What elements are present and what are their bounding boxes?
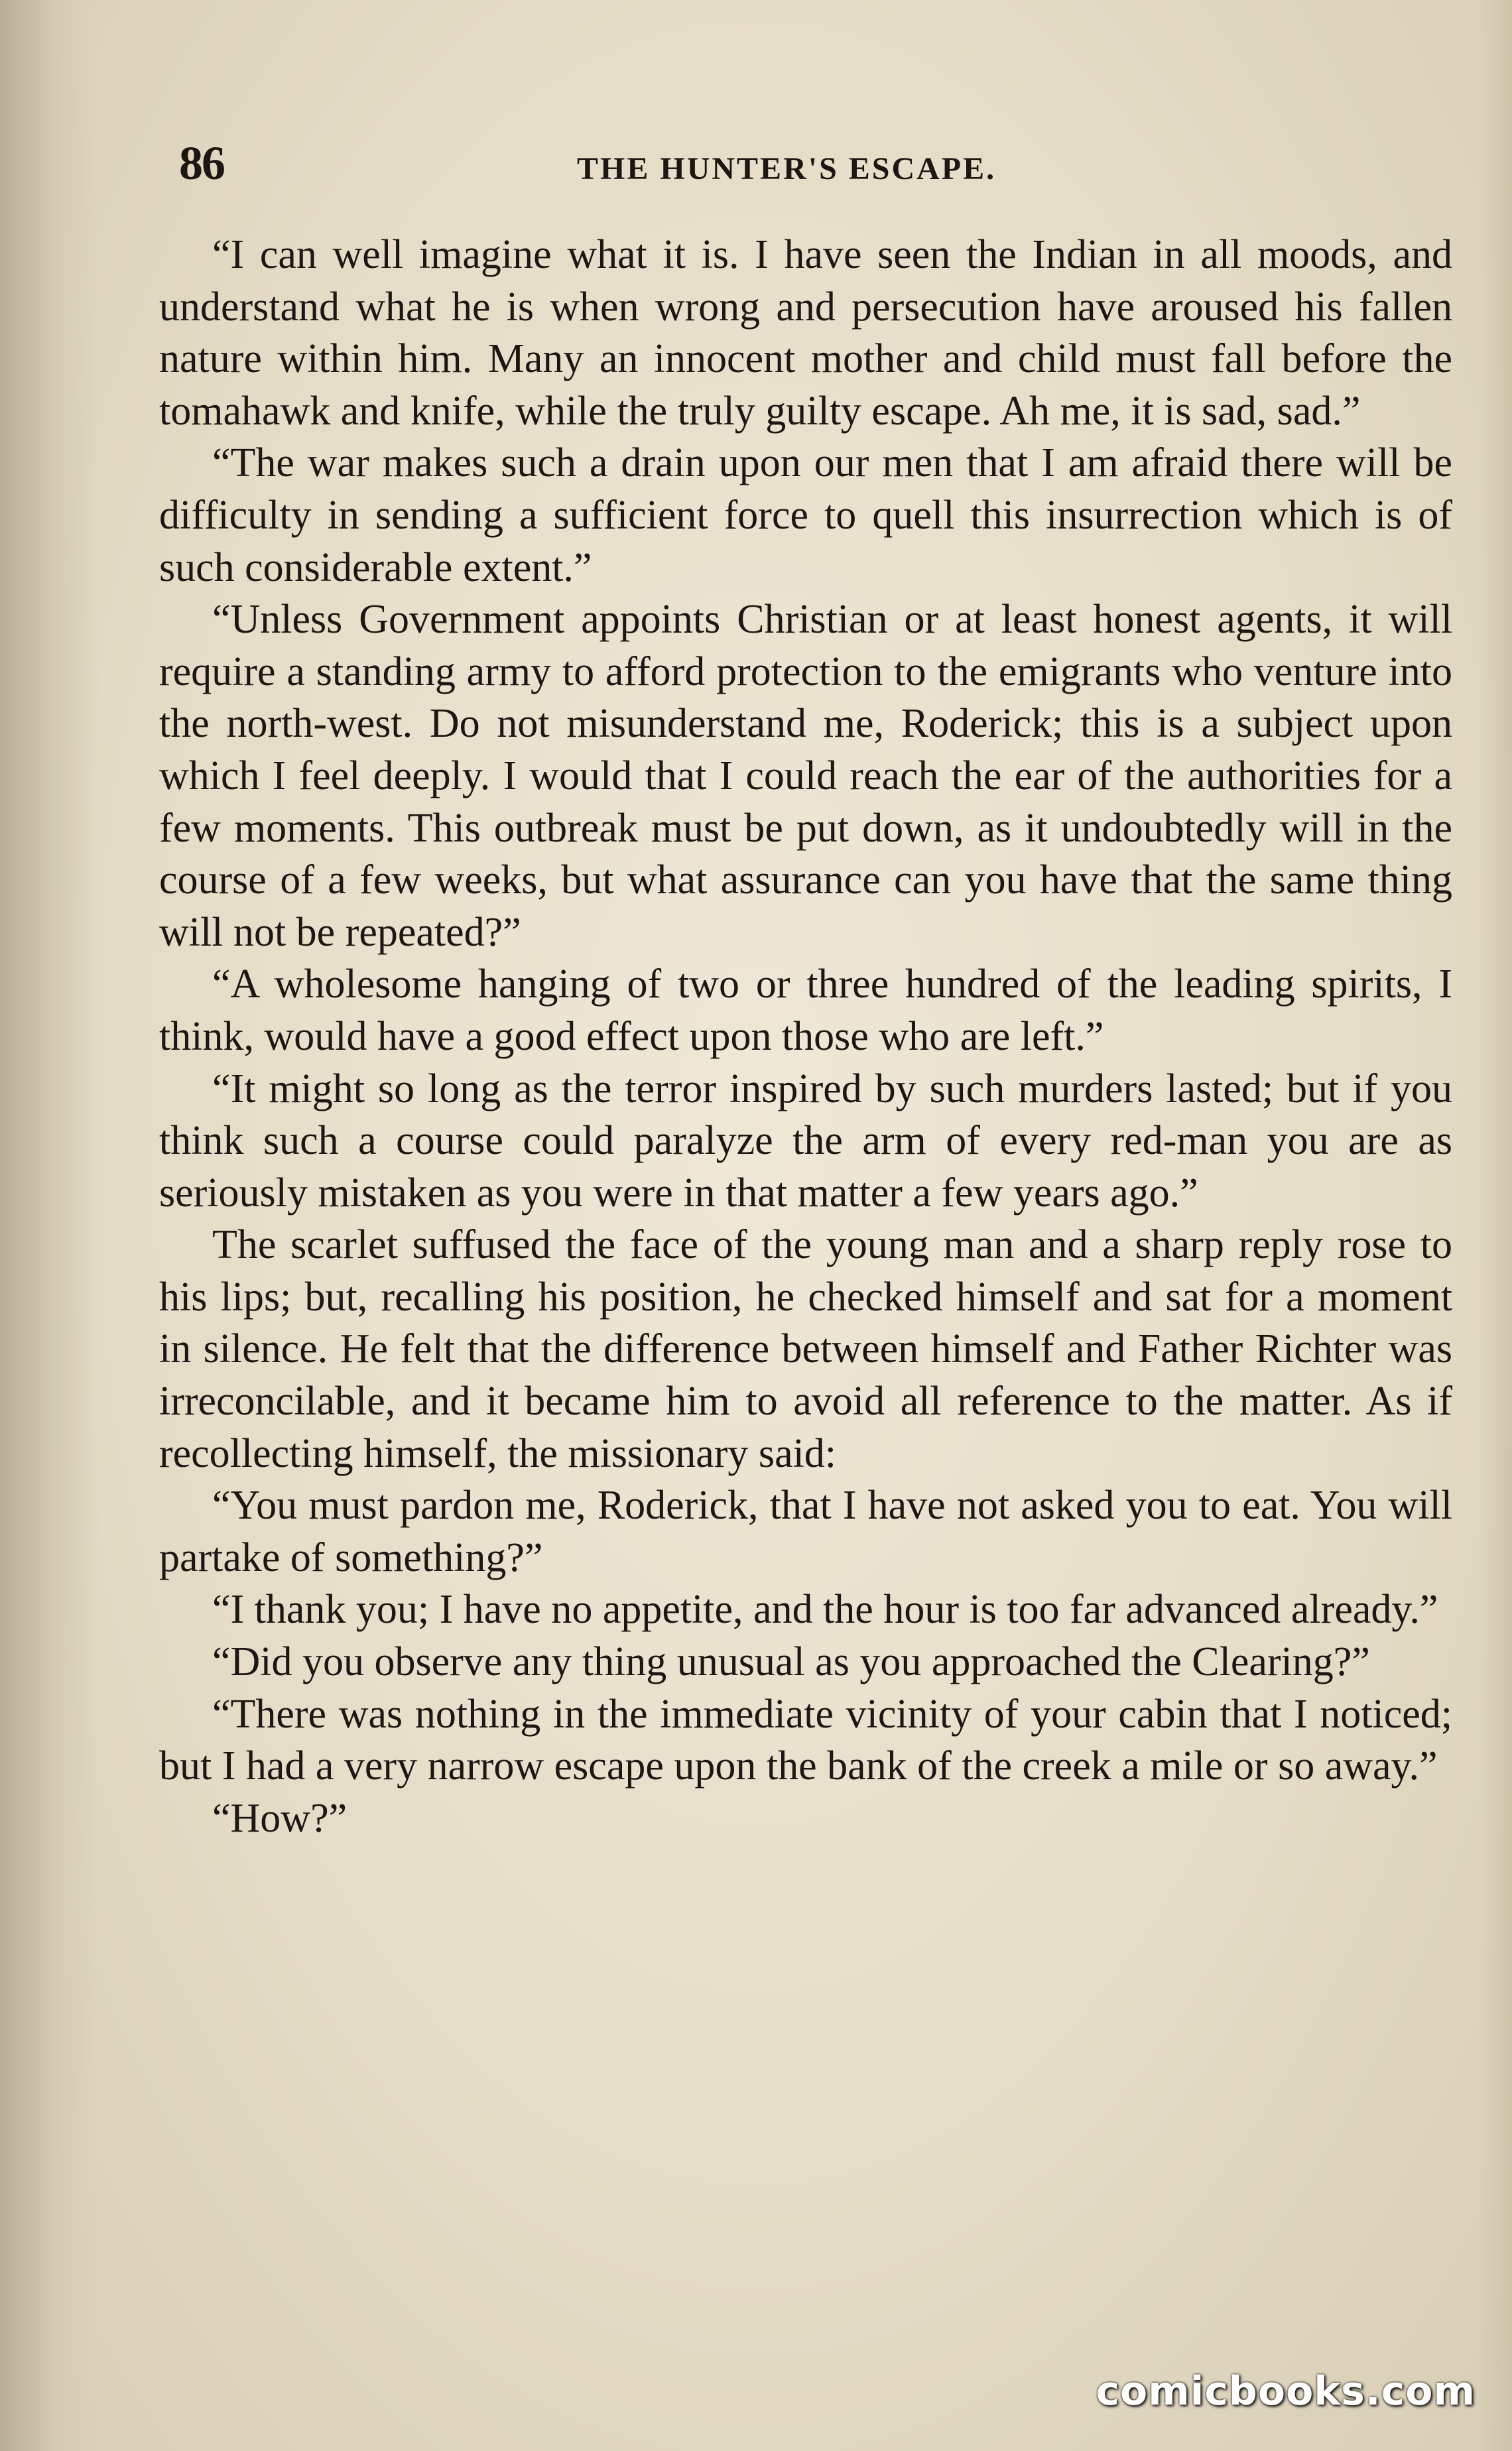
paragraph: “I thank you; I have no appetite, and the hour is too far advanced already.”: [212, 1587, 1438, 1633]
page-header: [179, 136, 1426, 189]
watermark: comicbooks.com: [1096, 2368, 1476, 2415]
body-text: [159, 229, 1452, 1844]
paragraph: “Did you observe any thing unusual as you approached the Clearing?”: [212, 1639, 1370, 1685]
paragraph: “It might so long as the terror inspired by such murders lasted; but if you think such a course could paralyze the arm of every red-man you are as seriously mistaken as you were in that matter a few years ago.”: [159, 1066, 1452, 1216]
paragraph: “A wholesome hanging of two or three hundred of the leading spirits, I think, would have a good effect upon those who are left.”: [159, 962, 1452, 1059]
binding-shadow: [0, 0, 99, 2451]
paragraph: The scarlet suffused the face of the young man and a sharp reply rose to his lips; but, recalling his position, he checked himself and sat for a moment in silence. He felt that the difference between himself and Father Richter was irreconcilable, and it became him to avoid all reference to the matter. As if recollecting himself, the missionary said:: [159, 1222, 1452, 1476]
paragraph: “There was nothing in the immediate vicinity of your cabin that I noticed; but I had a very narrow escape upon the bank of the creek a mile or so away.”: [159, 1691, 1452, 1789]
paragraph: “You must pardon me, Roderick, that I have not asked you to eat. You will partake of something?”: [159, 1483, 1452, 1580]
paragraph: “The war makes such a drain upon our men that I am afraid there will be difficulty in sending a sufficient force to quell this insurrection which is of such considerable extent.”: [159, 440, 1452, 590]
paragraph: “How?”: [212, 1795, 347, 1841]
running-title: THE HUNTER'S ESCAPE.: [577, 151, 997, 186]
page-number: 86: [179, 137, 224, 190]
paragraph: “I can well imagine what it is. I have seen the Indian in all moods, and understand what he is when wrong and persecution have aroused his fallen nature within him. Many an innocent mother and child must fall before the tomahawk and knife, while the truly guilty escape. Ah me, it is sad, sad.”: [159, 232, 1452, 434]
page-edge: [1479, 0, 1512, 2451]
paragraph: “Unless Government appoints Christian or at least honest agents, it will require a standing army to afford protection to the emigrants who venture into the north-west. Do not misunderstand me, Roderick; this is a subject upon which I feel deeply. I would that I could reach the ear of the authorities for a few moments. This outbreak must be put down, as it undoubtedly will in the course of a few weeks, but what assurance can you have that the same thing will not be repeated?”: [159, 597, 1452, 955]
